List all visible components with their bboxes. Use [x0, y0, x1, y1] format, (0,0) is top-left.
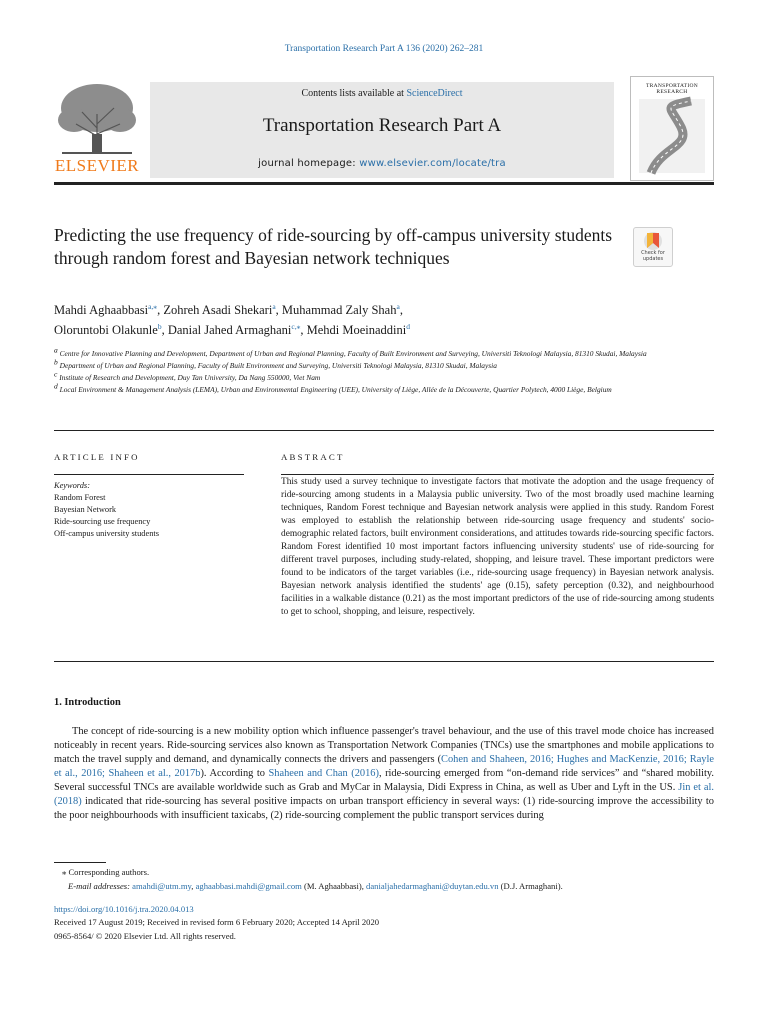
keyword: Random Forest: [54, 493, 106, 502]
citation-link[interactable]: Jin et al. (2018): [54, 782, 714, 808]
journal-homepage: [150, 158, 614, 169]
contents-prefix: Contents lists available at: [301, 88, 407, 99]
footnotes: [54, 866, 714, 893]
email-line: E-mail addresses: amahdi@utm.my, aghaabbasi.mahdi@gmail.com (M. Aghaabbasi), danialjahedarmaghani@duytan.edu.vn (D.J. Armaghani).: [68, 880, 563, 891]
keywords-block: [54, 480, 244, 540]
affiliation: $^d$ Local Environment & Management Analysis (LEMA), Urban and Environmental Engineering (UEE), University of Liège, Allée de la Découverte, Quartier Polytech, 4000 Liège, Belgium: [54, 381, 612, 394]
article-info-heading: ARTICLE INFO: [54, 452, 140, 462]
journal-cover-image: [630, 76, 714, 181]
abstract-bottom-divider: [54, 661, 714, 662]
article-info-divider: [54, 474, 244, 475]
sciencedirect-link[interactable]: ScienceDirect: [406, 88, 463, 99]
cover-title: TRANSPORTATION RESEARCH: [645, 83, 699, 95]
header-divider: [54, 182, 714, 185]
journal-header-box: [150, 82, 614, 178]
corresponding-note: ⁎ Corresponding authors.: [62, 867, 150, 877]
check-for-updates-button[interactable]: [633, 227, 673, 267]
author[interactable]: Oloruntobi Olakunle$^b$: [54, 321, 162, 337]
abstract-divider: [281, 474, 714, 475]
email-link[interactable]: amahdi@utm.my: [132, 880, 192, 891]
journal-citation[interactable]: Transportation Research Part A 136 (2020) 262–281: [284, 44, 484, 54]
author[interactable]: Mahdi Aghaabbasi$^{a,⁎}$: [54, 301, 158, 317]
footnote-divider: [54, 862, 106, 863]
affiliation: $^a$ Centre for Innovative Planning and Development, Department of Urban and Regional Planning, Faculty of Built Environment and Surveying, Universiti Teknologi Malaysia, 81310 Skudai, Malaysia: [54, 345, 647, 358]
keywords-label: Keywords:: [54, 481, 90, 490]
publication-history: Received 17 August 2019; Received in revised form 6 February 2020; Accepted 14 April 2020: [54, 917, 380, 928]
introduction-paragraph: The concept of ride-sourcing is a new mobility option which influence passenger's travel behaviour, and the use of this travel mode choice has increased noticeably in recent years. Ride-sourcing services also known as Transportation Network Companies (TNCs) use the smartphones and mobile applications to match the travel supply and demand, and dynamically connects the drivers and passengers (Cohen and Shaheen, 2016; Hughes and MacKenzie, 2016; Rayle et al., 2016; Shaheen et al., 2017b). According to Shaheen and Chan (2016), ride-sourcing emerged from “on-demand ride services” and “shared mobility. Several successful TNCs are available worldwide such as Grab and MyCar in Malaysia, Didi Express in China, as well as Uber and Lyft in the US. Jin et al. (2018) indicated that ride-sourcing has several positive impacts on urban transport efficiency in several ways: (1) ride-sourcing improve the accessibility to the poor neighbourhoods with insufficient taxicabs, (2) ride-sourcing complement the public transport services during: [54, 726, 714, 822]
email-link[interactable]: aghaabbasi.mahdi@gmail.com: [195, 880, 302, 891]
affiliation: $^b$ Department of Urban and Regional Planning, Faculty of Built Environment and Surveying, Universiti Teknologi Malaysia, 81310 Skudai, Malaysia: [54, 357, 497, 370]
bookmark-icon: [634, 228, 672, 252]
keyword: Off-campus university students: [54, 529, 159, 538]
cover-road-graphic: [631, 77, 713, 180]
author[interactable]: Zohreh Asadi Shekari$^a$: [163, 301, 276, 317]
doi-link[interactable]: https://doi.org/10.1016/j.tra.2020.04.013: [54, 904, 194, 914]
keyword: Bayesian Network: [54, 505, 117, 514]
author[interactable]: Danial Jahed Armaghani$^{c,⁎}$: [167, 321, 301, 337]
affiliations: [54, 345, 694, 396]
introduction-heading: 1. Introduction: [54, 697, 121, 708]
abstract-heading: ABSTRACT: [281, 452, 345, 462]
copyright-notice: 0965-8564/ © 2020 Elsevier Ltd. All rights reserved.: [54, 930, 236, 941]
contents-line: [150, 88, 614, 99]
check-for-updates-label: Check for updates: [641, 250, 665, 262]
author-list: Mahdi Aghaabbasi$^{a,⁎}$, Zohreh Asadi Shekari$^a$, Muhammad Zaly Shah$^a$, Oloruntobi Olakunle$^b$, Danial Jahed Armaghani$^{c,⁎}$, Mehdi Moeinaddini$^d$: [54, 301, 410, 337]
abstract-text: This study used a survey technique to investigate factors that motivate the adoption and the usage frequency of ride-sourcing among students in a Malaysia public university. Two of the most broadly used machine learning techniques, Random Forest technique and Bayesian network analysis were applied in this study. Random Forest was employed to establish the relationship between ride-sourcing usage frequency and students' socio-demographic related factors, built environment considerations, and attitudes towards ride-sourcing specific factors. Random Forest identified 10 most important factors influencing university students' use of ride-sourcing for different travel purposes, including study-related, shopping, and leisure travel. These important predictors were found to be indicators of the target variables (i.e., ride-sourcing usage frequency) in Bayesian network analysis. Bayesian network analysis identified the students' age (0.15), safety perception (0.32), and neighbourhood facilities in a walkable distance (0.21) as the most important predictors of the use of ride-sourcing among students to get to school, shopping, and leisure, respectively.: [281, 477, 714, 617]
affiliation: $^c$ Institute of Research and Development, Duy Tan University, Da Nang 550000, Viet Nam: [54, 369, 321, 382]
publication-info: [54, 903, 714, 943]
citation-link[interactable]: Shaheen and Chan (2016): [268, 768, 379, 780]
article-title: Predicting the use frequency of ride-sourcing by off-campus university students through random forest and Bayesian network techniques: [54, 225, 613, 268]
email-link[interactable]: danialjahedarmaghani@duytan.edu.vn: [366, 880, 499, 891]
elsevier-wordmark: ELSEVIER: [54, 156, 140, 175]
journal-title: Transportation Research Part A: [262, 115, 502, 136]
homepage-prefix: journal homepage:: [258, 158, 360, 169]
homepage-link[interactable]: www.elsevier.com/locate/tra: [359, 158, 506, 169]
author[interactable]: Mehdi Moeinaddini$^d$: [306, 321, 410, 337]
keyword: Ride-sourcing use frequency: [54, 517, 151, 526]
introduction-body: [54, 725, 714, 823]
affiliation-divider: [54, 430, 714, 431]
citation-link[interactable]: Cohen and Shaheen, 2016; Hughes and MacKenzie, 2016; Rayle et al., 2016; Shaheen et al., 2017b: [54, 754, 714, 780]
author[interactable]: Muhammad Zaly Shah$^a$: [281, 301, 400, 317]
